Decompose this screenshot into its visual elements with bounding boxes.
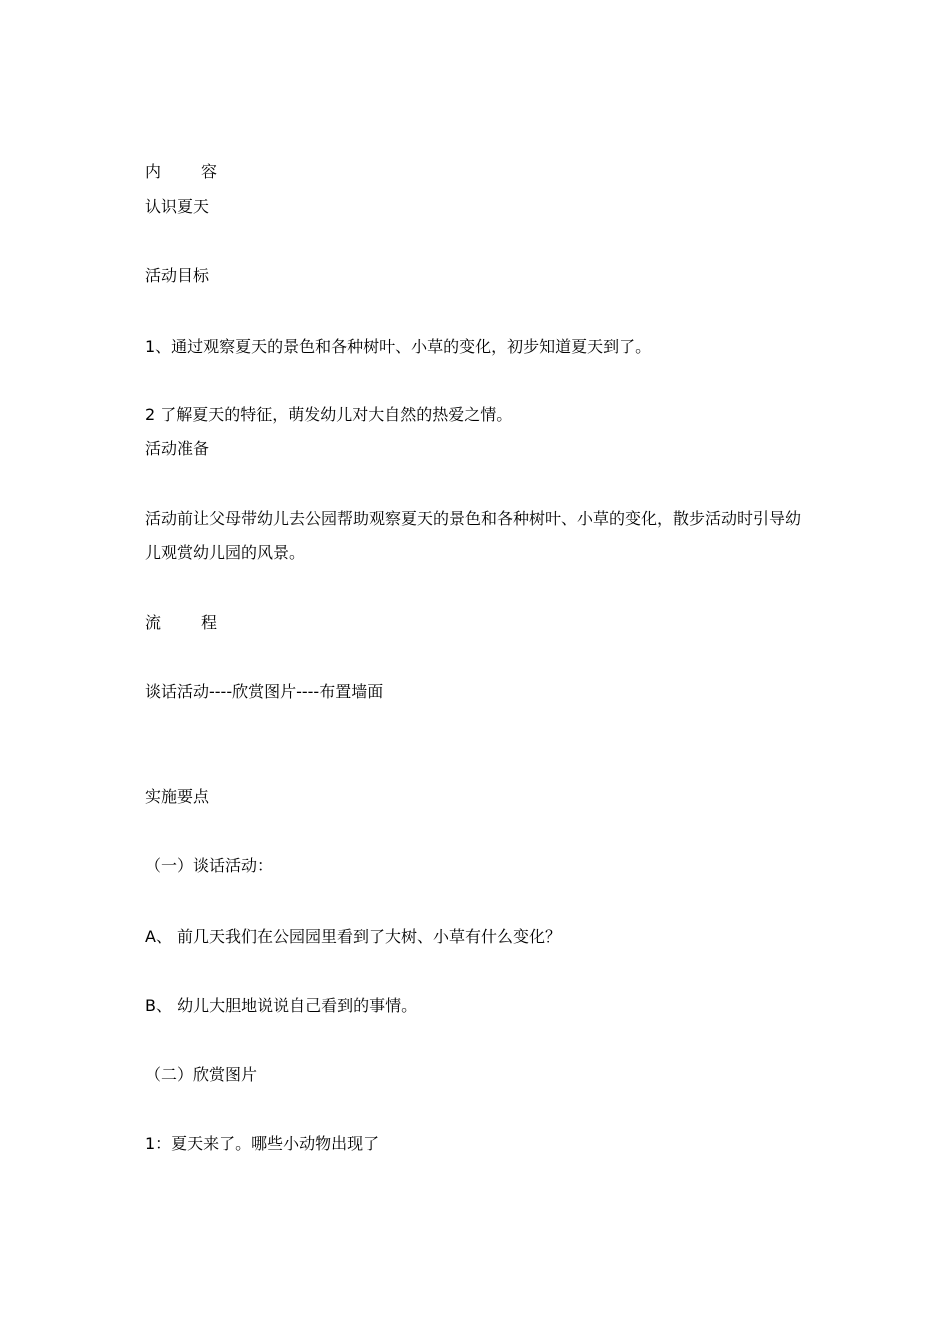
- prep-heading: 活动准备: [145, 439, 210, 458]
- list-item-b: B、 幼儿大胆地说说自己看到的事情。: [145, 996, 418, 1015]
- content-heading-char-1: 内: [145, 162, 162, 181]
- section-1-heading: （一）谈话活动：: [145, 856, 274, 875]
- flow-heading: [145, 612, 217, 634]
- goal-item-1: 1、通过观察夏天的景色和各种树叶、小草的变化，初步知道夏天到了。: [145, 337, 652, 356]
- flow-heading-char-1: 流: [145, 613, 162, 632]
- prep-paragraph: 活动前让父母带幼儿去公园帮助观察夏天的景色和各种树叶、小草的变化，散步活动时引导幼儿观赏幼儿园的风景。: [145, 509, 802, 562]
- topic-title: 认识夏天: [145, 197, 210, 216]
- goals-heading: 活动目标: [145, 266, 210, 285]
- list-item-1: 1：夏天来了。哪些小动物出现了: [145, 1134, 380, 1153]
- flow-text: 谈话活动----欣赏图片----布置墙面: [145, 682, 384, 701]
- content-heading-char-2: 容: [201, 162, 218, 181]
- list-item-a: A、 前几天我们在公园园里看到了大树、小草有什么变化？: [145, 927, 562, 946]
- section-2-heading: （二）欣赏图片: [145, 1065, 258, 1084]
- key-points-heading: 实施要点: [145, 787, 210, 806]
- goal-item-2: 2 了解夏天的特征，萌发幼儿对大自然的热爱之情。: [145, 405, 513, 424]
- flow-heading-char-2: 程: [201, 613, 218, 632]
- content-heading: [145, 161, 217, 183]
